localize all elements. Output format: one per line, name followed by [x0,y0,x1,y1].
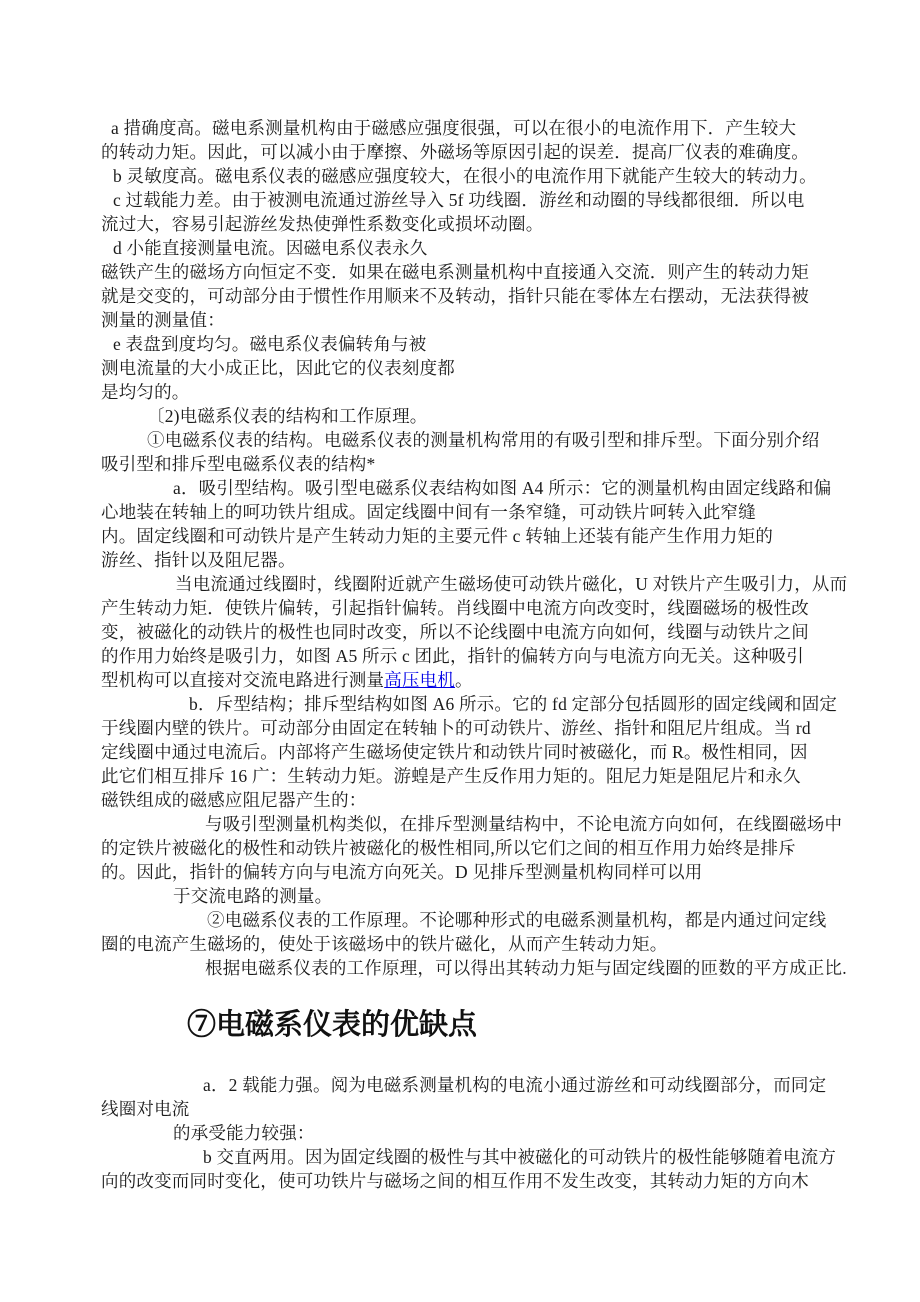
text-line: ①电磁系仪表的结构。电磁系仪表的测量机构常用的有吸引型和排斥型。下面分别介绍 [147,430,820,450]
text-line: b 灵敏度高。磁电系仪表的磁感应强度较大，在很小的电流作用下就能产生较大的转动力。 [113,166,817,186]
text-line: 的。因此，指针的偏转方向与电流方向死关。D 见排斥型测量机构同样可以用 [101,862,703,882]
text-line: 定线圈中通过电流后。内部将产生磁场使定铁片和动铁片同时被磁化，而 R。极性相同，因 [101,742,808,762]
text-line: 的转动力矩。因此，可以减小由于摩擦、外磁场等原因引起的误差．提高厂仪表的难确度。 [101,142,809,162]
line-text: 。 [455,670,473,690]
text-line: 的作用力始终是吸引力，如图 A5 所示 c 团此，指针的偏转方向与电流方向无关。这种吸引 [101,646,804,666]
text-line: 磁铁产生的磁场方向恒定不变．如果在磁电系测量机构中直接通入交流．则产生的转动力矩 [101,262,809,282]
text-line: c 过载能力差。由于被测电流通过游丝导入 5f 功线圈．游丝和动圈的导线都很细．所以电 [113,190,805,210]
text-line: ②电磁系仪表的工作原理。不论哪种形式的电磁系测量机构，都是内通过问定线 [207,910,827,930]
text-line: b．斥型结构；排斥型结构如图 A6 所示。它的 fd 定部分包括圆形的固定线阈和固定 [189,694,838,714]
text-line: 测量的测量值： [101,310,225,330]
text-line: 流过大，容易引起游丝发热使弹性系数变化或损坏动圈。 [101,214,544,234]
section-heading: ⑦电磁系仪表的优缺点 [187,1009,478,1041]
text-line: d 小能直接测量电流。因磁电系仪表永久 [113,238,428,258]
text-line: 测电流量的大小成正比，因此它的仪表刻度都 [101,358,455,378]
text-line [101,668,824,692]
text-line: 的定铁片被磁化的极性和动铁片被磁化的极性相同,所以它们之间的相互作用力始终是排斥 [101,838,796,858]
text-line: 线圈对电流 [101,1099,190,1119]
text-line: 与吸引型测量机构类似，在排斥型测量结构中，不论电流方向如何，在线圈磁场中 [205,814,843,834]
text-line: 此它们相互排斥 16 广：生转动力矩。游蝗是产生反作用力矩的。阻尼力矩是阻尼片和永久 [101,766,801,786]
text-line: 是均匀的。 [101,382,190,402]
text-line: 向的改变而同时变化，使可功铁片与磁场之间的相互作用不发生改变，其转动力矩的方向木 [101,1171,809,1191]
text-line: 内。固定线圈和可动铁片是产生转动力矩的主要元件 c 转轴上还装有能产生作用力矩的 [101,526,774,546]
text-line: 心地装在转轴上的呵功铁片组成。固定线圈中间有一条窄缝，可动铁片呵转入此窄缝 [101,502,756,522]
text-line: 当电流通过线圈时，线圈附近就产生磁场使可动铁片磁化，U 对铁片产生吸引力，从而 [175,574,848,594]
text-line: 于线圈内壁的铁片。可动部分由固定在转轴卜的可动铁片、游丝、指针和阻尼片组成。当 rd [101,718,811,738]
line-text: 型机构可以直接对交流电路进行测量 [101,670,385,690]
text-line: a．2 载能力强。阅为电磁系测量机构的电流小通过游丝和可动线圈部分，而同定 [203,1075,827,1095]
text-line: 〔2)电磁系仪表的结构和工作原理。 [147,406,428,426]
text-line: 的承受能力较强： [173,1123,315,1143]
text-line: e 表盘到度均匀。磁电系仪表偏转角与被 [113,334,427,354]
text-line: 于交流电路的测量。 [173,886,333,906]
text-line: 吸引型和排斥型电磁系仪表的结构* [101,454,376,474]
text-line: a 措确度高。磁电系测量机构由于磁感应强度很强，可以在很小的电流作用下．产生较大 [111,118,797,138]
text-line: 就是交变的，可动部分由于惯性作用顺来不及转动，指针只能在零体左右摆动，无法获得被 [101,286,809,306]
text-line: a．吸引型结构。吸引型电磁系仪表结构如图 A4 所示：它的测量机构由固定线路和偏 [173,478,832,498]
inline-link[interactable]: 高压电机 [384,670,456,690]
text-line: 根据电磁系仪表的工作原理，可以得出其转动力矩与固定线圈的匝数的平方成正比. [205,958,847,978]
text-line: 磁铁组成的磁感应阻尼器产生的： [101,790,367,810]
text-line: 游丝、指针以及阻尼器。 [101,550,296,570]
text-line: 产生转动力矩．使铁片偏转，引起指针偏转。肖线圈中电流方向改变时，线圈磁场的极性改 [101,598,809,618]
text-line: b 交直两用。因为固定线圈的极性与其中被磁化的可动铁片的极性能够随着电流方 [203,1147,837,1167]
text-line: 变，被磁化的动铁片的极性也同时改变，所以不论线圈中电流方向如何，线圈与动铁片之间 [101,622,809,642]
text-line: 圈的电流产生磁场的，使处于该磁场中的铁片磁化，从而产生转动力矩。 [101,934,668,954]
